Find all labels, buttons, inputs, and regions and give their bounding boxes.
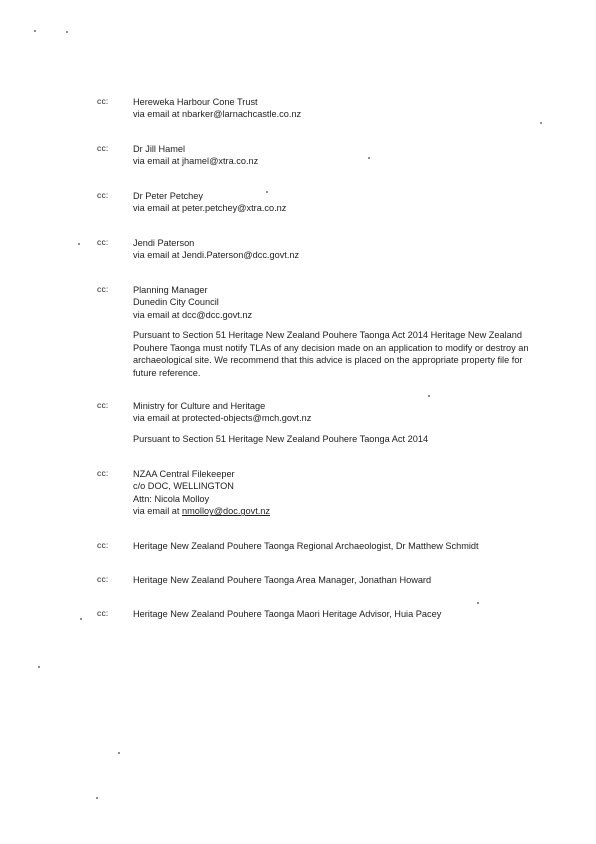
scan-speck — [80, 618, 82, 620]
scan-speck — [477, 602, 479, 604]
recipient-name: Heritage New Zealand Pouhere Taonga Area Manager, Jonathan Howard — [133, 575, 432, 585]
scan-speck — [38, 666, 40, 668]
recipient-name: Ministry for Culture and Heritage — [133, 401, 266, 411]
recipient-name: Dr Jill Hamel — [133, 144, 186, 154]
cc-label: cc: — [97, 237, 109, 247]
recipient-organisation: Dunedin City Council — [133, 297, 219, 308]
recipient-email-line — [133, 505, 533, 517]
scan-speck — [66, 31, 68, 33]
scan-speck — [78, 243, 80, 245]
recipient-email: via email at Jendi.Paterson@dcc.govt.nz — [133, 250, 300, 261]
cc-label: cc: — [97, 190, 109, 200]
recipient-email: via email at nbarker@larnachcastle.co.nz — [133, 109, 302, 120]
cc-label: cc: — [97, 284, 109, 294]
scan-speck — [540, 122, 542, 124]
recipient-email: via email at peter.petchey@xtra.co.nz — [133, 203, 287, 214]
scan-speck — [368, 157, 370, 159]
email-prefix: via email at — [133, 506, 183, 517]
recipient-name: Heritage New Zealand Pouhere Taonga Regional Archaeologist, Dr Matthew Schmidt — [133, 541, 479, 551]
recipient-name: Dr Peter Petchey — [133, 191, 203, 201]
scan-speck — [96, 797, 98, 799]
section-51-notice: Pursuant to Section 51 Heritage New Zealand Pouhere Taonga Act 2014 Heritage New Zealand Pouhere Taonga must notify TLAs of any decision made on an application to modify or destroy an archaeological site. We recommend that this advice is placed on the appropriate property file for future reference. — [133, 330, 529, 378]
email-link[interactable]: nmolloy@doc.govt.nz — [182, 506, 271, 517]
recipient-name: Heritage New Zealand Pouhere Taonga Maori Heritage Advisor, Huia Pacey — [133, 609, 442, 619]
section-51-reference: Pursuant to Section 51 Heritage New Zealand Pouhere Taonga Act 2014 — [133, 433, 429, 444]
recipient-attention: Attn: Nicola Molloy — [133, 493, 210, 504]
recipient-name: NZAA Central Filekeeper — [133, 469, 235, 479]
scan-speck — [34, 30, 36, 32]
scan-speck — [118, 752, 120, 754]
cc-label: cc: — [97, 540, 109, 550]
cc-label: cc: — [97, 143, 109, 153]
scan-speck — [428, 395, 430, 397]
recipient-name: Planning Manager — [133, 285, 208, 295]
recipient-email: via email at protected-objects@mch.govt.nz — [133, 413, 312, 424]
recipient-name: Hereweka Harbour Cone Trust — [133, 97, 258, 107]
cc-label: cc: — [97, 96, 109, 106]
recipient-email: via email at dcc@dcc.govt.nz — [133, 309, 253, 320]
recipient-name: Jendi Paterson — [133, 238, 195, 248]
cc-label: cc: — [97, 468, 109, 478]
scan-speck — [266, 191, 268, 193]
recipient-email: via email at jhamel@xtra.co.nz — [133, 156, 259, 167]
cc-label: cc: — [97, 574, 109, 584]
recipient-address: c/o DOC, WELLINGTON — [133, 481, 234, 492]
cc-label: cc: — [97, 608, 109, 618]
cc-label: cc: — [97, 400, 109, 410]
